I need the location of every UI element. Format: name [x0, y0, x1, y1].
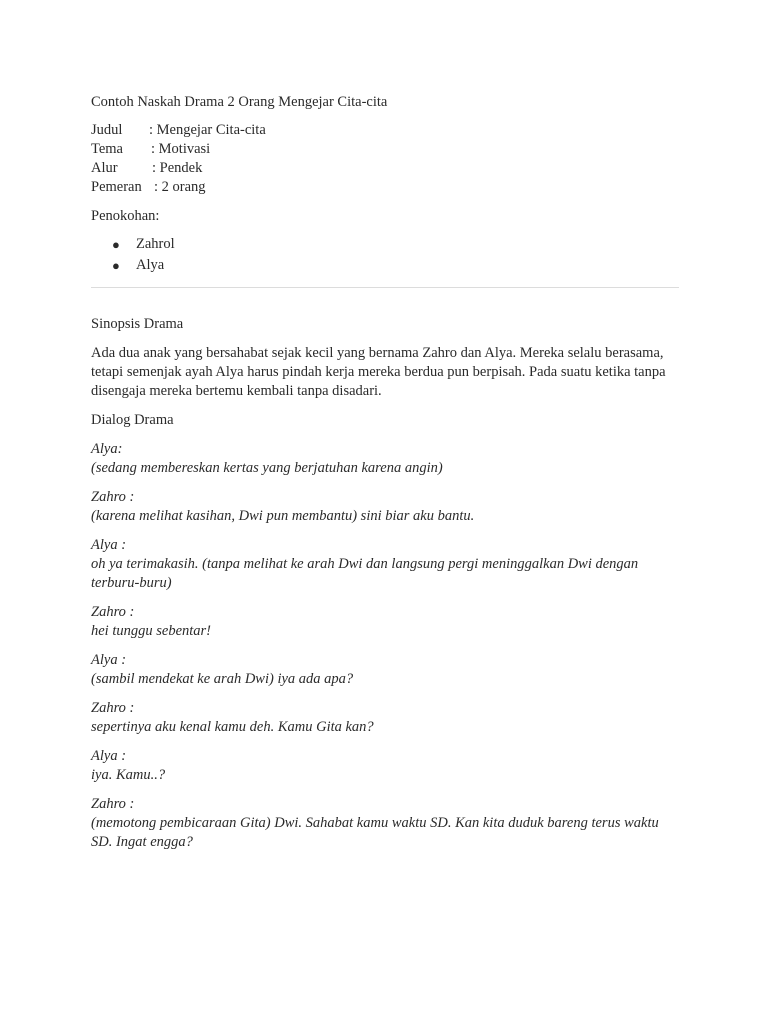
- dialog-line: (sedang membereskan kertas yang berjatuhan karena angin): [91, 460, 443, 476]
- dialog-turn: [91, 651, 679, 689]
- dialog-turn: [91, 795, 679, 852]
- dialog-turn: [91, 488, 679, 526]
- list-item: [112, 235, 679, 256]
- document-page: [91, 93, 679, 862]
- dialog-turn: [91, 536, 679, 593]
- meta-value: : Mengejar Cita-cita: [149, 122, 266, 138]
- meta-value: : 2 orang: [154, 179, 206, 195]
- dialog-line: oh ya terimakasih. (tanpa melihat ke arah Dwi dan langsung pergi meninggalkan Dwi dengan terburu-buru): [91, 556, 639, 591]
- meta-key: Judul: [91, 122, 123, 138]
- meta-key: Alur: [91, 160, 118, 176]
- dialog-block: [91, 440, 679, 852]
- cast-name: Alya: [136, 257, 165, 273]
- meta-row-judul: [91, 121, 679, 140]
- dialog-line: hei tunggu sebentar!: [91, 623, 212, 639]
- dialog-speaker: Alya :: [91, 652, 127, 668]
- meta-key: Tema: [91, 141, 123, 157]
- cast-list: [91, 235, 679, 277]
- dialog-turn: [91, 747, 679, 785]
- dialog-speaker: Zahro :: [91, 796, 135, 812]
- metadata-block: [91, 121, 679, 197]
- meta-value: : Motivasi: [151, 141, 211, 157]
- dialog-line: (memotong pembicaraan Gita) Dwi. Sahabat kamu waktu SD. Kan kita duduk bareng terus waktu SD. Ingat engga?: [91, 815, 659, 850]
- dialog-line: sepertinya aku kenal kamu deh. Kamu Gita kan?: [91, 719, 374, 735]
- document-title: Contoh Naskah Drama 2 Orang Mengejar Cita-cita: [91, 94, 388, 110]
- meta-row-alur: [91, 159, 679, 178]
- meta-row-pemeran: [91, 178, 679, 197]
- meta-row-tema: [91, 140, 679, 159]
- dialog-line: (sambil mendekat ke arah Dwi) iya ada apa?: [91, 671, 354, 687]
- dialog-speaker: Zahro :: [91, 489, 135, 505]
- dialog-speaker: Zahro :: [91, 604, 135, 620]
- list-item: [112, 256, 679, 277]
- bullet-icon: ●: [112, 258, 120, 273]
- dialog-speaker: Zahro :: [91, 700, 135, 716]
- dialog-line: iya. Kamu..?: [91, 767, 166, 783]
- dialog-speaker: Alya:: [91, 441, 123, 457]
- cast-name: Zahrol: [136, 236, 175, 252]
- section-divider: [91, 287, 679, 288]
- dialog-turn: [91, 699, 679, 737]
- dialog-turn: [91, 603, 679, 641]
- bullet-icon: ●: [112, 237, 120, 252]
- dialog-heading: Dialog Drama: [91, 412, 174, 428]
- dialog-turn: [91, 440, 679, 478]
- synopsis-paragraph: Ada dua anak yang bersahabat sejak kecil yang bernama Zahro dan Alya. Mereka selalu berasama, tetapi semenjak ayah Alya harus pindah kerja mereka berdua pun berpisah. Pada suatu ketika tanpa disengaja mereka bertemu kembali tanpa disadari.: [91, 345, 666, 399]
- dialog-speaker: Alya :: [91, 748, 127, 764]
- dialog-speaker: Alya :: [91, 537, 127, 553]
- meta-value: : Pendek: [152, 160, 203, 176]
- dialog-line: (karena melihat kasihan, Dwi pun membantu) sini biar aku bantu.: [91, 508, 475, 524]
- cast-label: Penokohan:: [91, 208, 160, 224]
- synopsis-heading: Sinopsis Drama: [91, 316, 184, 332]
- meta-key: Pemeran: [91, 179, 142, 195]
